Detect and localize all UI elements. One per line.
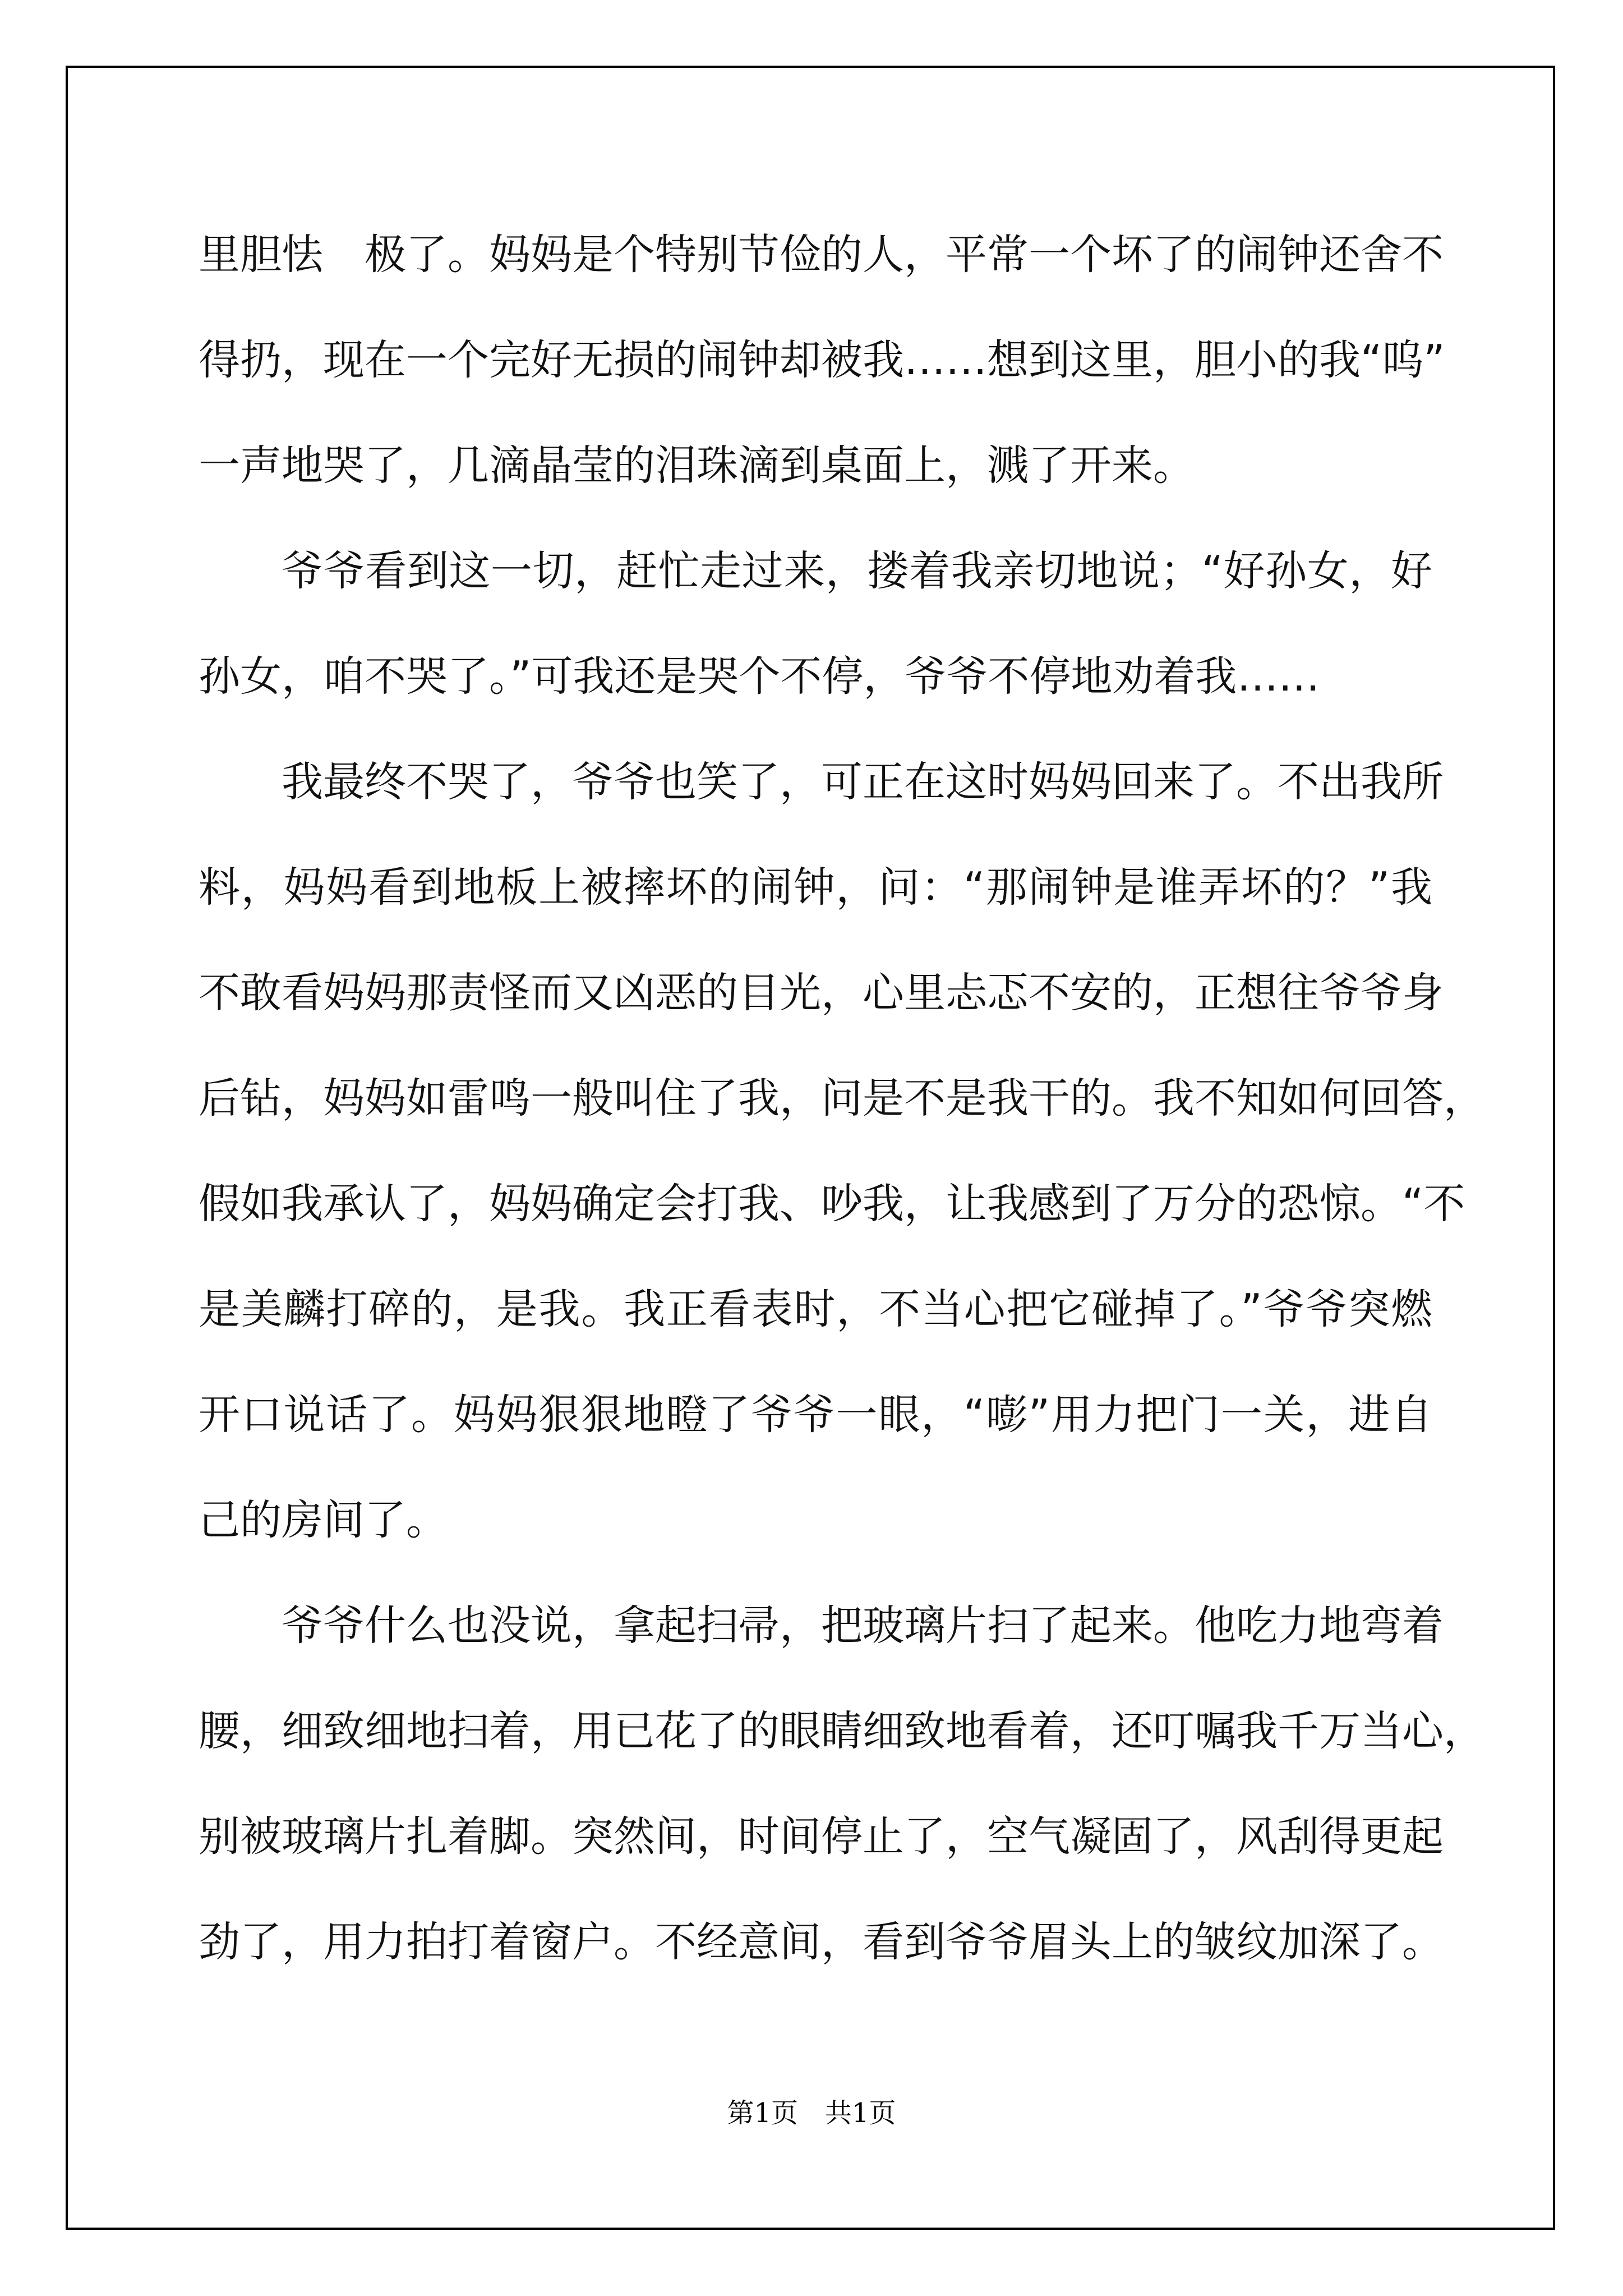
text-line: 假如我承认了，妈妈确定会打我、吵我，让我感到了万分的恐惊。“不 bbox=[199, 1180, 1465, 1228]
text-line: 料，妈妈看到地板上被摔坏的闹钟，问：“那闹钟是谁弄坏的？”我 bbox=[199, 863, 1432, 912]
text-line: 不敢看妈妈那责怪而又凶恶的目光，心里忐忑不安的，正想往爷爷身 bbox=[199, 969, 1444, 1017]
text-line: 别被玻璃片扎着脚。突然间，时间停止了，空气凝固了，风刮得更起 bbox=[199, 1812, 1444, 1861]
text-line: 后钻，妈妈如雷鸣一般叫住了我，问是不是我干的。我不知如何回答， bbox=[199, 1074, 1485, 1122]
text-line: 劲了，用力拍打着窗户。不经意间，看到爷爷眉头上的皱纹加深了。 bbox=[199, 1918, 1444, 1966]
paragraph-first-line: 爷爷什么也没说，拿起扫帚，把玻璃片扫了起来。他吃力地弯着 bbox=[282, 1602, 1444, 1650]
text-line: 己的房间了。 bbox=[199, 1496, 448, 1544]
paragraph-first-line: 爷爷看到这一切，赶忙走过来，搂着我亲切地说；“好孙女，好 bbox=[282, 547, 1432, 595]
text-line: 是美麟打碎的，是我。我正看表时，不当心把它碰掉了。”爷爷突燃 bbox=[199, 1285, 1432, 1333]
text-line: 开口说话了。妈妈狠狠地瞪了爷爷一眼，“嘭”用力把门一关，进自 bbox=[199, 1391, 1432, 1439]
text-line: 孙女，咱不哭了。”可我还是哭个不停，爷爷不停地劝着我…… bbox=[199, 652, 1320, 701]
text-line: 得扔，现在一个完好无损的闹钟却被我……想到这里，胆小的我“呜” bbox=[199, 336, 1445, 384]
text-line: 腰，细致细地扫着，用已花了的眼睛细致地看着，还叮嘱我千万当心， bbox=[199, 1707, 1485, 1755]
document-body bbox=[199, 202, 1485, 1995]
paragraph-first-line: 我最终不哭了，爷爷也笑了，可正在这时妈妈回来了。不出我所 bbox=[282, 758, 1444, 806]
text-line: 里胆怯 极了。妈妈是个特别节俭的人，平常一个坏了的闹钟还舍不 bbox=[199, 231, 1444, 279]
text-line: 一声地哭了，几滴晶莹的泪珠滴到桌面上，溅了开来。 bbox=[199, 441, 1195, 490]
page-footer bbox=[0, 2091, 1623, 2130]
page-number: 第1页 bbox=[727, 2097, 798, 2129]
page-total: 共1页 bbox=[825, 2097, 896, 2129]
